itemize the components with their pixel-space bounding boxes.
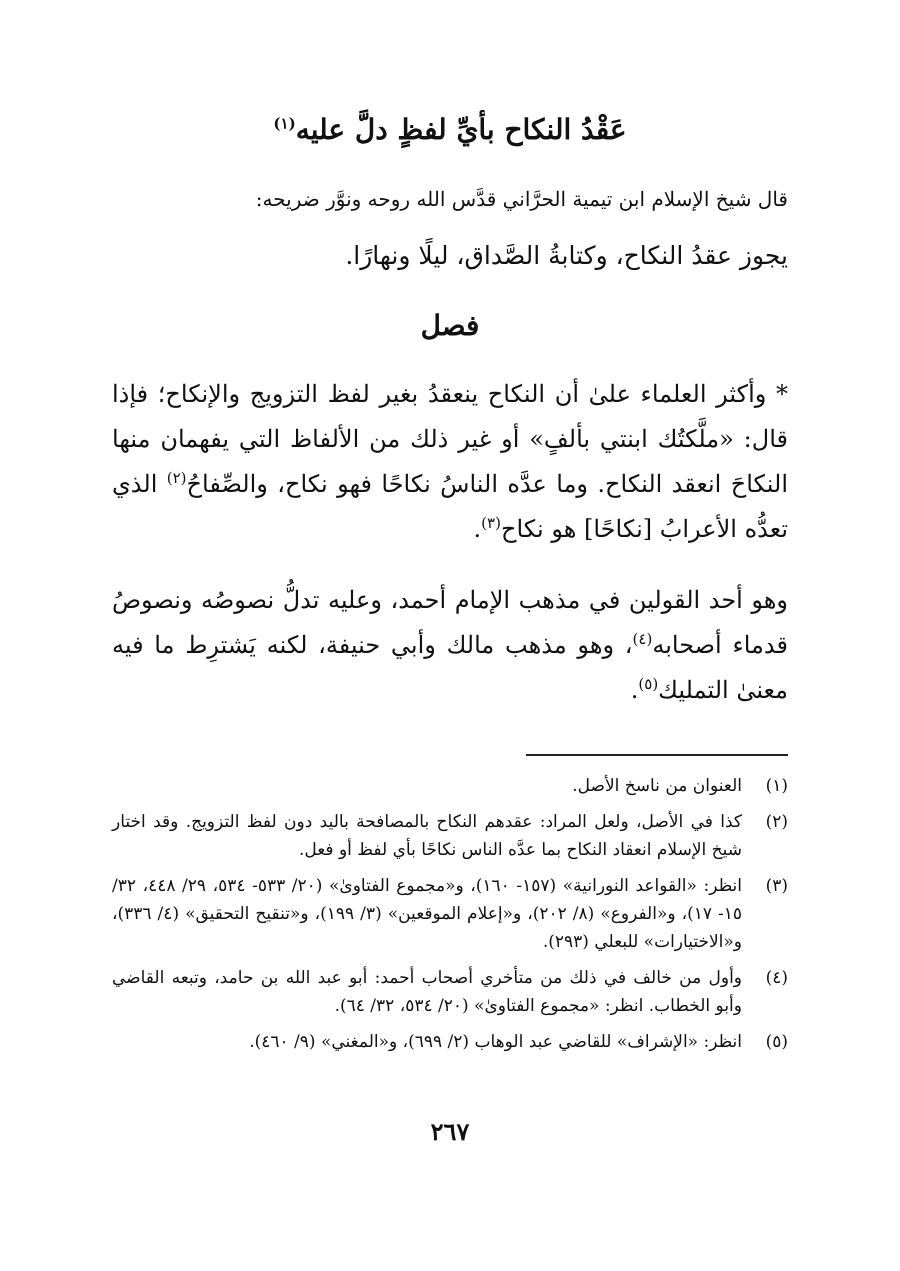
footnote-ref-3[interactable]: (٣)	[481, 514, 501, 532]
page-number: ٢٦٧	[430, 1117, 470, 1146]
paragraph-2-text-c: .	[630, 676, 639, 704]
footnote-text: انظر: «القواعد النورانية» (١٥٧- ١٦٠)، و«مجموع الفتاوىٰ» (٢٠/ ٥٣٣- ٥٣٤، ٢٩/ ٤٤٨، ٣٢/ ١٥- ١٧)، و«الفروع» (٨/ ٢٠٢)، و«إعلام الموقعين» (٣/ ١٩٩)، و«تنقيح التحقيق» (٤/ ٣٣٦)، و«الاختيارات» للبعلي (٢٩٣).	[112, 876, 743, 952]
footnote-text: كذا في الأصل، ولعل المراد: عقدهم النكاح بالمصافحة باليد دون لفظ التزويج. وقد اختار شيخ الإسلام انعقاد النكاح بما عدَّه الناس نكاحًا بأي لفظ أو فعل.	[112, 812, 742, 860]
section-heading: فصل	[420, 309, 480, 342]
footnote-ref-2[interactable]: (٢)	[166, 469, 187, 487]
footnotes	[112, 772, 788, 1064]
paragraph-1-text-a: * وأكثر العلماء علىٰ أن النكاح ينعقدُ بغير لفظ التزويج والإنكاح؛ فإذا قال: «ملَّكتُك ابنتي بألفٍ» أو غير ذلك من الألفاظ التي يفهمان منها النكاحَ انعقد النكاح. وما عدَّه الناسُ نكاحًا فهو نكاح، والصِّفاحُ	[112, 380, 788, 498]
footnote-text: انظر: «الإشراف» للقاضي عبد الوهاب (٢/ ٦٩٩)، و«المغني» (٩/ ٤٦٠).	[249, 1032, 742, 1052]
paragraph-1	[112, 372, 788, 552]
footnote-item	[112, 1028, 788, 1056]
footnote-number: (٣)	[765, 876, 788, 896]
paragraph-1-text-c: .	[473, 515, 482, 543]
intro-line: قال شيخ الإسلام ابن تيمية الحرَّاني قدَّس الله روحه ونوَّر ضريحه:	[255, 187, 788, 211]
paragraph-2-text-b: ، وهو مذهب مالك وأبي حنيفة، لكنه يَشترِط ما فيه معنىٰ التمليك	[112, 631, 788, 704]
footnote-number: (٢)	[765, 812, 788, 832]
paragraph-1-text-b: الذي تعدُّه الأعرابُ [نكاحًا] هو نكاح	[112, 470, 788, 543]
footnote-divider	[526, 754, 788, 756]
footnote-text: وأول من خالف في ذلك من متأخري أصحاب أحمد: أبو عبد الله بن حامد، وتبعه القاضي وأبو الخطاب. انظر: «مجموع الفتاوىٰ» (٢٠/ ٥٣٤، ٣٢/ ٦٤).	[112, 968, 742, 1016]
footnote-ref-4[interactable]: (٤)	[632, 630, 653, 648]
footnote-item	[112, 964, 788, 1020]
chapter-title-text: عَقْدُ النكاح بأيِّ لفظٍ دلَّ عليه	[295, 113, 627, 146]
footnote-item	[112, 872, 788, 956]
footnote-ref-1[interactable]: (١)	[273, 114, 296, 133]
paragraph-2	[112, 578, 788, 713]
footnote-number: (١)	[765, 776, 788, 796]
chapter-title	[112, 104, 788, 156]
footnote-text: العنوان من ناسخ الأصل.	[572, 776, 742, 796]
main-statement: يجوز عقدُ النكاح، وكتابةُ الصَّداق، ليلًا ونهارًا.	[345, 241, 788, 270]
paragraph-2-text-a: وهو أحد القولين في مذهب الإمام أحمد، وعليه تدلُّ نصوصُه ونصوصُ قدماء أصحابه	[112, 586, 788, 659]
footnote-number: (٥)	[765, 1032, 788, 1052]
footnote-item	[112, 772, 788, 800]
footnote-number: (٤)	[765, 968, 788, 988]
footnote-item	[112, 808, 788, 864]
footnote-ref-5[interactable]: (٥)	[638, 675, 659, 693]
